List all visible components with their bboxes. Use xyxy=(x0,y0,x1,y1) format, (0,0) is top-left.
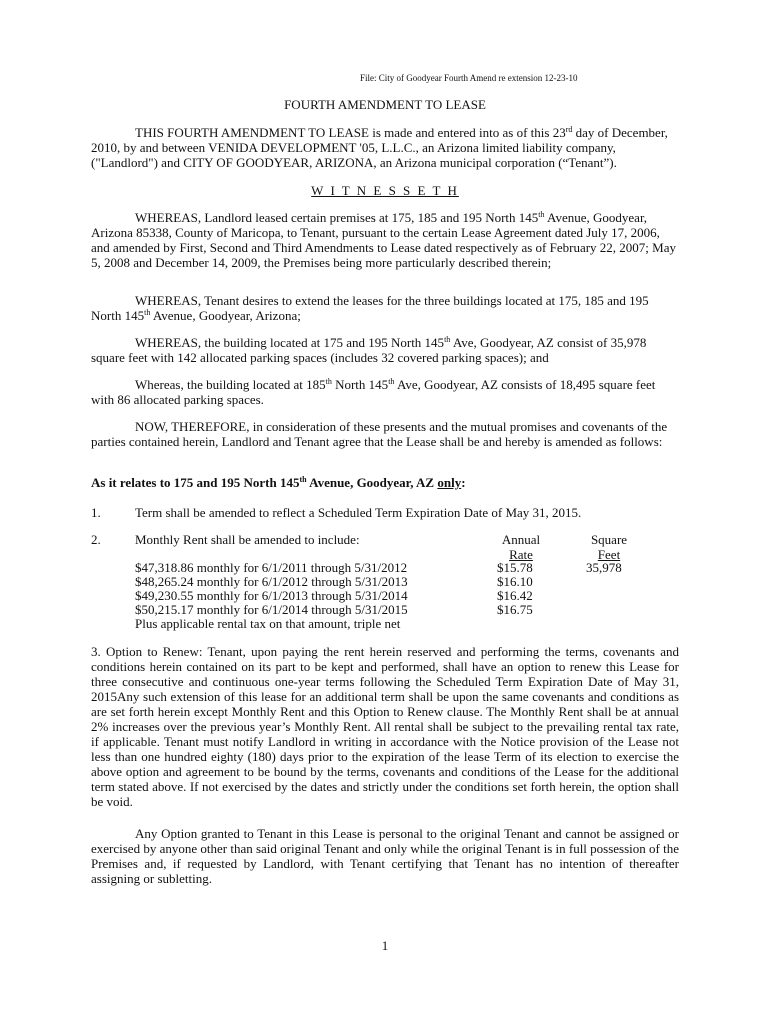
whereas4-text-c: Ave, Goodyear, AZ consists of 18,495 square feet with 86 allocated parking spaces. xyxy=(91,377,656,407)
intro-text-a: THIS FOURTH AMENDMENT TO LEASE is made and entered into as of this 23 xyxy=(135,125,566,140)
rent-row-desc: $47,318.86 monthly for 6/1/2011 through 5/31/2012 xyxy=(135,560,408,575)
whereas2-text-b: Avenue, Goodyear, Arizona; xyxy=(150,308,301,323)
whereas1-text-a: WHEREAS, Landlord leased certain premises at 175, 185 and 195 North 145 xyxy=(135,210,539,225)
rent-row-rate: $16.10 xyxy=(497,574,533,589)
annual-rate-header xyxy=(497,532,545,562)
section-heading-text-a: As it relates to 175 and 195 North 145 xyxy=(91,475,300,490)
whereas2-text-a: WHEREAS, Tenant desires to extend the leases for the three buildings located at 175, 185 and 195 North 145 xyxy=(91,293,649,323)
whereas1-sup: th xyxy=(538,210,545,219)
whereas-paragraph-3 xyxy=(91,335,679,365)
section-heading xyxy=(91,475,679,490)
section-heading-sup: th xyxy=(299,475,307,484)
rental-tax-note xyxy=(135,616,675,631)
rent-row xyxy=(135,588,675,603)
option-personal-paragraph: Any Option granted to Tenant in this Lease is personal to the original Tenant and cannot be assigned or exercised by anyone other than said original Tenant and only while the original Tenant is in full possession of the Premises and, if requested by Landlord, with Tenant certifying that Tenant has no intention of thereafter assigning or subletting. xyxy=(91,826,679,886)
file-header: File: City of Goodyear Fourth Amend re extension 12-23-10 xyxy=(360,73,578,83)
whereas-paragraph-4 xyxy=(91,377,679,407)
intro-paragraph xyxy=(91,125,679,170)
square-feet-header xyxy=(586,532,632,562)
page-number: 1 xyxy=(381,938,389,953)
now-therefore-paragraph: NOW, THEREFORE, in consideration of these presents and the mutual promises and covenants of the parties contained herein, Landlord and Tenant agree that the Lease shall be and hereby is amended as follows: xyxy=(91,419,668,449)
rent-row-desc: $50,215.17 monthly for 6/1/2014 through 5/31/2015 xyxy=(135,602,408,617)
section-heading-colon: : xyxy=(461,475,466,490)
whereas-paragraph-2 xyxy=(91,293,679,323)
rental-tax-note-text: Plus applicable rental tax on that amount, triple net xyxy=(135,616,401,631)
whereas-paragraph-1 xyxy=(91,210,679,270)
rent-row-desc: $48,265.24 monthly for 6/1/2012 through 5/31/2013 xyxy=(135,574,408,589)
rent-row-desc: $49,230.55 monthly for 6/1/2013 through 5/31/2014 xyxy=(135,588,408,603)
rent-row-rate: $16.42 xyxy=(497,588,533,603)
rent-row-feet: 35,978 xyxy=(586,560,622,575)
witnesseth-heading xyxy=(91,183,679,198)
rent-row-rate: $15.78 xyxy=(497,560,533,575)
whereas3-text-a: WHEREAS, the building located at 175 and 195 North 145 xyxy=(135,335,445,350)
whereas1-text-b: Avenue, Goodyear, Arizona 85338, County of Maricopa, to Tenant, pursuant to the certain Lease Agreement dated July 17, 2006, and amended by First, Second and Third Amendments to Lease dated respectively as of February 22, 2007; May 5, 2008 and December 14, 2009, the Premises being more particularly described therein; xyxy=(91,210,676,270)
whereas4-text-a: Whereas, the building located at 185 xyxy=(135,377,326,392)
option-to-renew-paragraph: 3. Option to Renew: Tenant, upon paying the rent herein reserved and performing the terms, covenants and conditions herein contained on its part to be kept and performed, shall have an option to renew this Lease for three consecutive and continuous one-year terms following the Scheduled Term Expiration Date of May 31, 2015Any such extension of this lease for an additional term shall be upon the same covenants and conditions as are set forth herein except Monthly Rent and this Option to Renew clause. The Monthly Rent shall be at annual 2% increases over the previous year’s Monthly Rent. All rental shall be subject to the prevailing rental tax rate, if applicable. Tenant must notify Landlord in writing in accordance with the Notice provision of the Lease not less than one hundred eighty (180) days prior to the expiration of the lease Term of its election to exercise the above option and agreement to be bound by the terms, covenants and conditions of the Lease for the additional term stated above. If not exercised by the dates and strictly under the conditions set forth herein, the option shall be void. xyxy=(91,644,679,809)
square-feet-header-line1: Square xyxy=(590,532,628,547)
witnesseth-text: W I T N E S S E T H xyxy=(311,183,459,198)
intro-sup: rd xyxy=(565,125,573,134)
whereas3-sup: th xyxy=(444,335,451,344)
item-2-text: Monthly Rent shall be amended to include: xyxy=(135,532,360,547)
whereas4-sup-2: th xyxy=(388,377,395,386)
rent-row xyxy=(135,602,675,617)
square-feet-header-line2: Feet xyxy=(597,547,621,562)
section-heading-only: only xyxy=(437,475,462,490)
item-1-number: 1. xyxy=(91,505,101,520)
section-heading-text-b: Avenue, Goodyear, AZ xyxy=(306,475,438,490)
whereas4-text-b: North 145 xyxy=(331,377,389,392)
rent-row-rate: $16.75 xyxy=(497,602,533,617)
whereas2-sup: th xyxy=(144,308,151,317)
item-1-text: Term shall be amended to reflect a Scheduled Term Expiration Date of May 31, 2015. xyxy=(135,505,582,520)
rent-row xyxy=(135,560,675,575)
annual-rate-header-line1: Annual xyxy=(501,532,541,547)
whereas4-sup-1: th xyxy=(325,377,332,386)
whereas3-text-b: Ave, Goodyear, AZ consist of 35,978 square feet with 142 allocated parking spaces (includes 32 covered parking spaces); and xyxy=(91,335,647,365)
annual-rate-header-line2: Rate xyxy=(509,547,533,562)
item-2-number: 2. xyxy=(91,532,101,547)
intro-text-b: day of December, 2010, by and between VENIDA DEVELOPMENT '05, L.L.C., an Arizona limited liability company, ("Landlord") and CITY OF GOODYEAR, ARIZONA, an Arizona municipal corporation (“Tenant”). xyxy=(91,125,668,170)
document-title: FOURTH AMENDMENT TO LEASE xyxy=(284,97,486,112)
rent-row xyxy=(135,574,675,589)
